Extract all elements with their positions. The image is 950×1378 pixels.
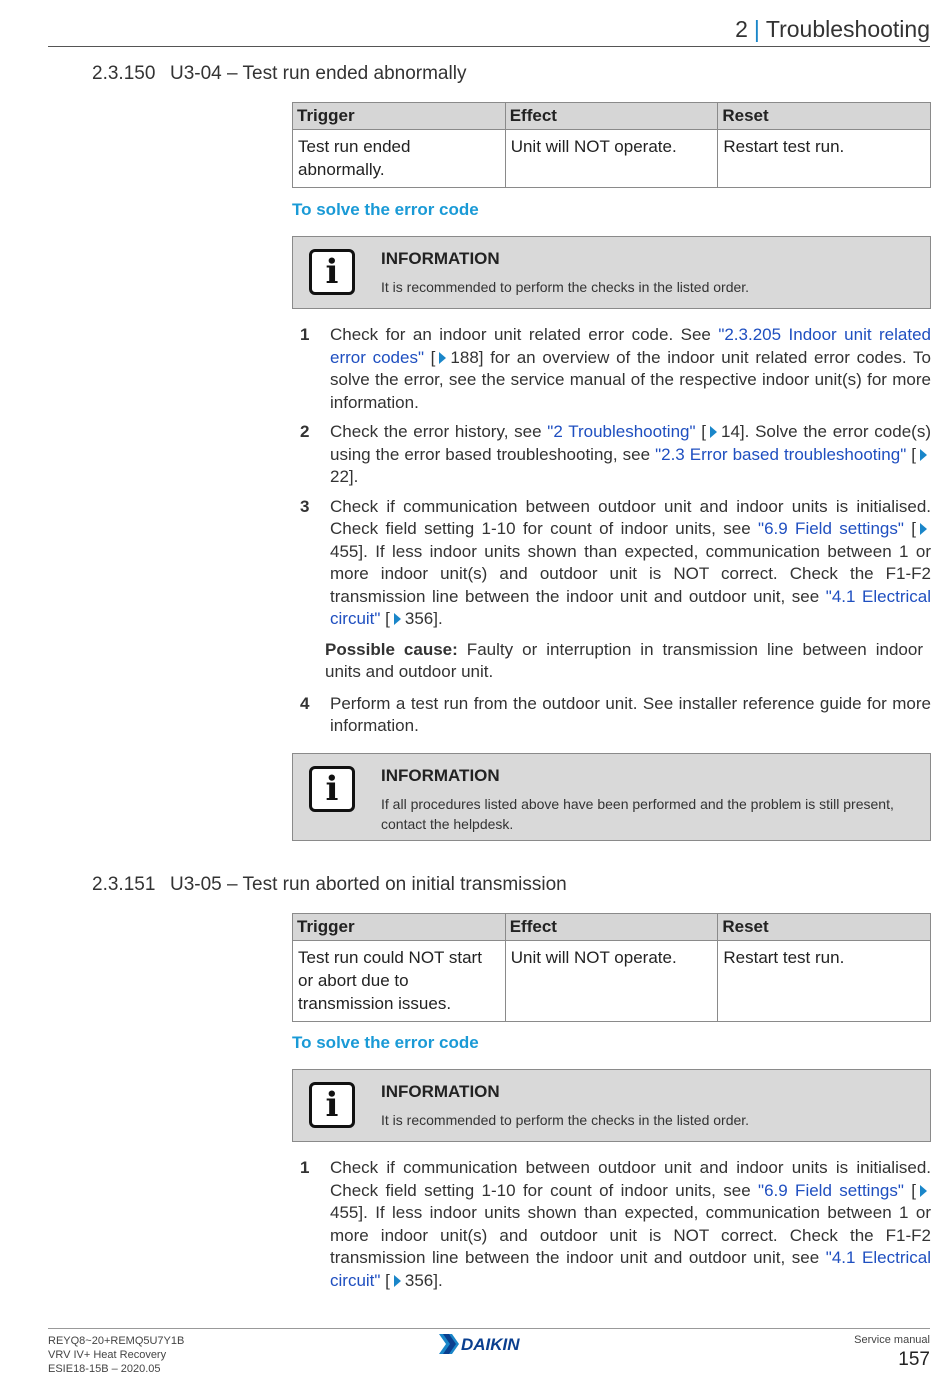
error-table — [292, 913, 931, 1022]
list-item: 3 Check if communication between outdoor unit and indoor units is initialised. Check field setting 1-10 for count of indoor units, see "6.9 Field settings" [455]. If less indoor units shown than expected, communication between 1 or more indoor unit(s) and outdoor unit is NOT correct. Check the F1-F2 transmission line between the indoor unit and outdoor unit, see "4.1 Electrical circuit" [ 356]. — [300, 496, 932, 628]
information-icon: i — [309, 766, 355, 812]
list-item: 2 Check the error history, see "2 Troubleshooting" [ 14]. Solve the error code(s) using the error based troubleshooting, see "2.3 Error based troubleshooting" [22]. — [300, 422, 931, 486]
page-ref: 455 — [330, 541, 359, 561]
page-ref-arrow-icon — [394, 1275, 401, 1287]
list-item: 1 Check for an indoor unit related error code. See "2.3.205 Indoor unit related error codes" [ 188] for an overview of the indoor unit related error codes. To solve the error, see the service manual of the respective indoor unit(s) for more information. — [300, 325, 931, 412]
info-title: INFORMATION — [381, 249, 500, 268]
page-ref-arrow-icon — [439, 352, 446, 364]
step-list-150 — [292, 324, 931, 745]
step-number: 1 — [300, 325, 310, 344]
info-text: It is recommended to perform the checks in the listed order. — [381, 279, 750, 295]
table-header-effect: Effect — [505, 914, 718, 941]
cross-reference-link[interactable]: "6.9 Field settings" — [758, 519, 904, 538]
page-ref-arrow-icon — [920, 523, 927, 535]
table-header-effect: Effect — [505, 103, 718, 130]
info-text: It is recommended to perform the checks in the listed order. — [381, 1112, 750, 1128]
list-item: 1 Check if communication between outdoor unit and indoor units is initialised. Check field setting 1-10 for count of indoor units, see "6.9 Field settings" [455]. If less indoor units shown than expected, communication between 1 or more indoor unit(s) and outdoor unit is NOT correct. Check the F1-F2 transmission line between the indoor unit and outdoor unit, see "4.1 Electrical circuit" [ 356]. — [300, 1158, 932, 1290]
page-ref: 356 — [404, 1270, 434, 1290]
section-heading-151 — [92, 874, 567, 896]
cross-reference-link[interactable]: "4.1 Electrical circuit" — [330, 586, 932, 628]
header-separator: | — [753, 16, 760, 42]
running-header — [735, 16, 930, 43]
footer-manual-type: Service manual — [854, 1334, 930, 1346]
step-number: 1 — [300, 1158, 310, 1177]
step-list-151 — [292, 1157, 931, 1299]
page-number: 157 — [898, 1349, 930, 1370]
table-header-reset: Reset — [718, 914, 931, 941]
info-title: INFORMATION — [381, 766, 500, 785]
daikin-logo — [439, 1333, 541, 1355]
step-number: 3 — [300, 496, 310, 516]
table-cell-reset: Restart test run. — [718, 941, 931, 1022]
table-cell-effect: Unit will NOT operate. — [505, 941, 718, 1022]
step-number: 4 — [300, 693, 310, 713]
information-icon: i — [309, 1082, 355, 1128]
info-box — [292, 236, 931, 309]
page-ref: 14 — [720, 422, 740, 441]
list-item: 4 Perform a test run from the outdoor unit. See installer reference guide for more information. — [300, 693, 931, 735]
cross-reference-link[interactable]: "2.3 Error based troubleshooting" — [655, 444, 907, 464]
error-table-151-wrap — [292, 913, 931, 1022]
table-cell-trigger: Test run could NOT start or abort due to transmission issues. — [293, 941, 506, 1022]
step-number: 2 — [300, 422, 310, 441]
page-ref: 356 — [404, 609, 434, 628]
table-cell-reset: Restart test run. — [718, 130, 931, 188]
info-text: If all procedures listed above have been performed and the problem is still present, contact the helpdesk. — [381, 796, 894, 832]
chapter-title: Troubleshooting — [765, 16, 930, 42]
table-row — [293, 130, 931, 188]
cross-reference-link[interactable]: "6.9 Field settings" — [758, 1180, 904, 1200]
footer-doc-info — [48, 1334, 184, 1376]
table-header-trigger: Trigger — [293, 914, 506, 941]
footer-doc-id: ESIE18-15B – 2020.05 — [48, 1363, 161, 1375]
page-ref-arrow-icon — [920, 1185, 927, 1197]
information-icon: i — [309, 249, 355, 295]
page-ref: 22 — [330, 467, 349, 486]
table-header-row — [293, 914, 931, 941]
page-ref: 455 — [330, 1203, 359, 1222]
logo-wordmark: DAIKIN — [461, 1335, 520, 1354]
info-title: INFORMATION — [381, 1082, 500, 1101]
cross-reference-link[interactable]: "4.1 Electrical circuit" — [330, 1248, 932, 1290]
page-ref: 188 — [450, 347, 479, 367]
info-box — [292, 1069, 931, 1142]
table-cell-trigger: Test run ended abnormally. — [293, 130, 506, 188]
table-header-reset: Reset — [718, 103, 931, 130]
cross-reference-link[interactable]: "2 Troubleshooting" — [547, 422, 696, 441]
solve-heading: To solve the error code — [292, 1033, 479, 1052]
table-cell-effect: Unit will NOT operate. — [505, 130, 718, 188]
section-title: U3-04 – Test run ended abnormally — [170, 63, 467, 84]
page-ref-arrow-icon — [920, 449, 927, 461]
section-title: U3-05 – Test run aborted on initial transmission — [170, 874, 567, 895]
info-box — [292, 753, 931, 841]
solve-heading: To solve the error code — [292, 200, 479, 219]
chapter-number: 2 — [735, 16, 748, 42]
section-heading-150 — [92, 63, 466, 85]
page-ref-arrow-icon — [710, 426, 717, 438]
section-number: 2.3.151 — [92, 874, 156, 895]
page-ref-arrow-icon — [394, 613, 401, 625]
possible-cause-text: Faulty or interruption in transmission line between indoor units and outdoor unit. — [325, 639, 923, 681]
error-table-150-wrap — [292, 102, 931, 188]
footer-product: VRV IV+ Heat Recovery — [48, 1349, 167, 1361]
header-rule — [48, 46, 930, 47]
footer-rule — [48, 1328, 930, 1329]
possible-cause — [292, 639, 931, 684]
table-row — [293, 941, 931, 1022]
error-table — [292, 102, 931, 188]
table-header-trigger: Trigger — [293, 103, 506, 130]
section-number: 2.3.150 — [92, 63, 156, 84]
footer-model: REYQ8~20+REMQ5U7Y1B — [48, 1335, 185, 1347]
possible-cause-label: Possible cause: — [325, 639, 458, 659]
table-header-row — [293, 103, 931, 130]
cross-reference-link[interactable]: "2.3.205 Indoor unit related error codes" — [330, 325, 931, 367]
